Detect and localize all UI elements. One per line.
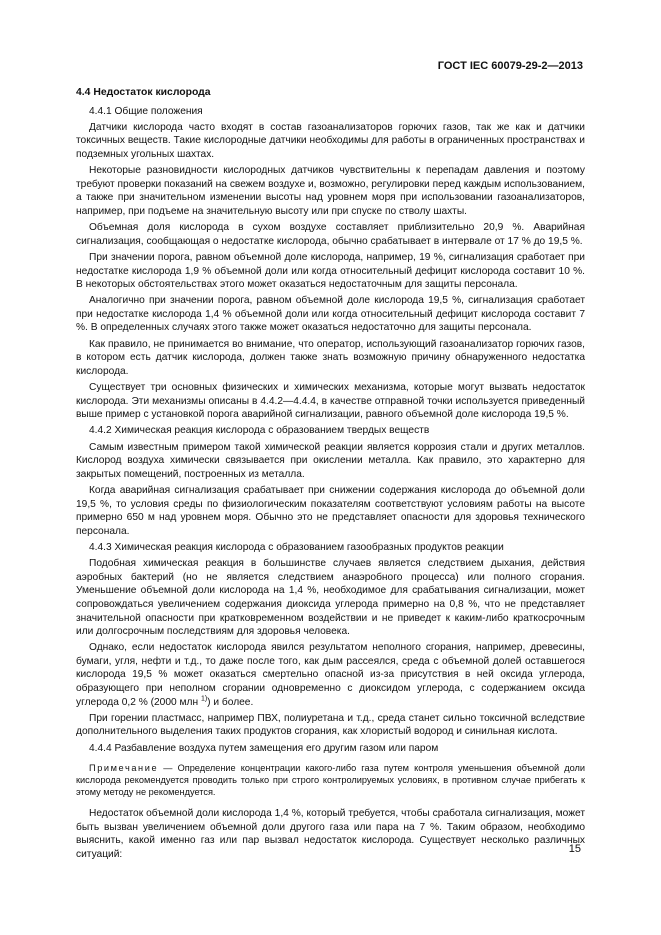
paragraph [76,641,585,709]
subsection-title-4-4-1: 4.4.1 Общие положения [89,105,203,117]
page-number: 15 [568,843,581,855]
document-code-header: ГОСТ IEC 60079-29-2—2013 [437,60,583,72]
paragraph: Аналогично при значении порога, равном объемной доле кислорода 19,5 %, сигнализация сработает при недостатке кислорода 1,4 % объемной доли или когда относительный дефицит кислорода составит 7 %. В определенных случаях этого также может оказаться недостаточно для защиты персонала. [76,295,585,334]
section-title: 4.4 Недостаток кислорода [76,87,211,98]
paragraph: Подобная химическая реакция в большинстве случаев является следствием дыхания, действия аэробных бактерий (но не является следствием анаэробного процесса) или полного сгорания. Уменьшение объемной доли кислорода на 1,4 %, необходимое для срабатывания сигнализации, может сопровождаться увеличением содержания диоксида углерода примерно на 0,8 %, что не представляет значительной опасности при кратковременном воздействии и не приведет к каким-либо краткосрочным или долгосрочным последствиям для здоровья человека. [76,558,585,638]
note-text: — Определение концентрации какого-либо газа путем контроля уменьшения объемной доли кислорода рекомендуется проводить только при строго контролируемых условиях, в противном случае прибегать к этому методу не рекомендуется. [76,763,585,798]
footnote-marker: 1) [200,695,208,703]
subsection-title-4-4-2: 4.4.2 Химическая реакция кислорода с образованием твердых веществ [89,425,430,437]
paragraph-text: Однако, если недостаток кислорода явился результатом неполного сгорания, например, древесины, бумаги, угля, нефти и т.д., то даже после того, как дым рассеялся, среда с объемной долей оставшегося кислорода 19,5 % может оказаться смертельно опасной из-за присутствия в ней оксида углерода, образующего при неполном сгорании одновременно с диоксидом углерода, с содержанием оксида углерода 0,2 % (2000 млн [76,642,585,708]
paragraph: Существует три основных физических и химических механизма, которые могут вызвать недостаток кислорода. Эти механизмы описаны в 4.4.2—4.4.4, в качестве отправной точки используется приведенный выше пример с установкой порога аварийной сигнализации, равного объемной доле кислорода 19,5 %. [76,382,585,421]
paragraph: Как правило, не принимается во внимание, что оператор, использующий газоанализатор горючих газов, в котором есть датчик кислорода, должен также знать возможную причину обнаруженного недостатка кислорода. [76,338,585,377]
paragraph: При горении пластмасс, например ПВХ, полиуретана и т.д., среда станет сильно токсичной вследствие дополнительного выделения таких продуктов сгорания, как хлористый водород и синильная кислота. [76,712,585,738]
paragraph-text-end: ) и более. [207,696,254,708]
subsection-title-4-4-3: 4.4.3 Химическая реакция кислорода с образованием газообразных продуктов реакции [89,541,504,553]
paragraph: При значении порога, равном объемной доле кислорода, например, 19 %, сигнализация сработает при недостатке кислорода 1,9 % объемной доли или когда относительный дефицит кислорода составит 10 %. В некоторых обстоятельствах этого может оказаться недостаточным для защиты персонала. [76,251,585,291]
paragraph: Объемная доля кислорода в сухом воздухе составляет приблизительно 20,9 %. Аварийная сигнализация, сообщающая о недостатке кислорода, обычно срабатывает в интервале от 17 % до 19,5 %. [76,222,585,247]
paragraph: Когда аварийная сигнализация срабатывает при снижении содержания кислорода до объемной доли 19,5 %, то условия среды по физиологическим показателям соответствуют условиям работы на высоте примерно 650 м над уровнем моря. Обычно это не представляет опасности для здоровья технического персонала. [76,484,585,537]
paragraph: Датчики кислорода часто входят в состав газоанализаторов горючих газов, так же как и датчики токсичных веществ. Такие кислородные датчики необходимы для работы в ограниченных пространствах и подземных угольных шахтах. [76,121,585,160]
note [76,762,585,798]
note-lead: Примечание [89,763,159,774]
paragraph: Некоторые разновидности кислородных датчиков чувствительны к перепадам давления и поэтому требуют проверки показаний на свежем воздухе и, возможно, регулировки перед каждым использованием, а также при значительном изменении высоты над уровнем моря при использовании газоанализаторов, например, при подъеме на значительную высоту или при спуске по стволу шахты. [76,165,585,217]
subsection-title-4-4-4: 4.4.4 Разбавление воздуха путем замещения его другим газом или паром [89,742,439,754]
paragraph: Недостаток объемной доли кислорода 1,4 %, который требуется, чтобы сработала сигнализация, может быть вызван увеличением объемной доли другого газа или пара на 7 %. Таким образом, необходимо выяснить, какой именно газ или пар вызвал недостаток кислорода. Существует несколько различных ситуаций: [76,808,585,860]
page-body [76,86,585,864]
paragraph: Самым известным примером такой химической реакции является коррозия стали и других металлов. Кислород воздуха химически связывается при окислении металла. Как правило, это характерно для закрытых помещений, построенных из металла. [76,441,585,480]
